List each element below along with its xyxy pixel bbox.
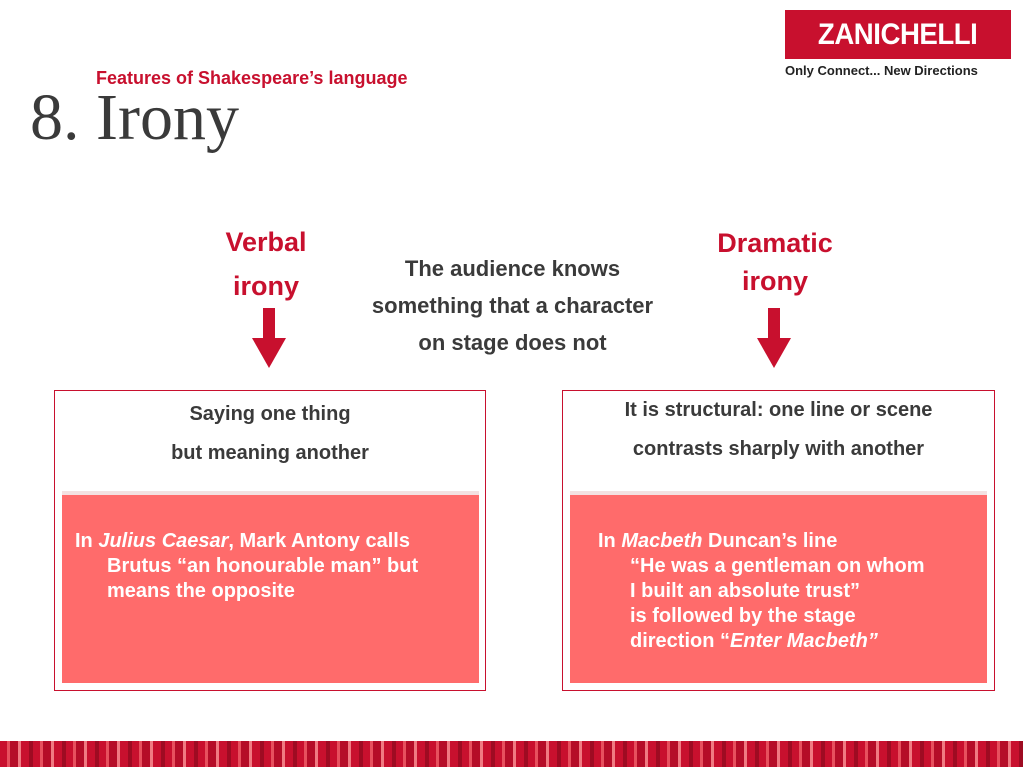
definition-line1: It is structural: one line or scene <box>624 399 933 421</box>
verbal-irony-example <box>62 495 479 604</box>
center-line2: something that a character <box>371 293 654 318</box>
verbal-irony-example-box <box>62 491 479 683</box>
center-line1: The audience knows <box>404 256 621 281</box>
slide-title: 8. Irony <box>30 81 239 154</box>
definition-line2: but meaning another <box>171 442 369 464</box>
example-line1-rest: Duncan’s line <box>702 530 838 552</box>
example-line1 <box>75 529 479 554</box>
logo-tagline: Only Connect... New Directions <box>785 63 978 78</box>
example-line4: is followed by the stage <box>630 605 856 627</box>
example-prefix: In <box>598 530 622 552</box>
logo-text: ZANICHELLI <box>818 17 978 51</box>
example-line5 <box>598 629 987 654</box>
example-line2: “He was a gentleman on whom <box>630 555 925 577</box>
verbal-irony-label-line2: irony <box>232 271 299 301</box>
dramatic-irony-definition <box>563 391 994 469</box>
decorative-bottom-strip <box>0 741 1023 767</box>
down-arrow-icon <box>757 308 791 368</box>
verbal-irony-definition <box>55 391 485 473</box>
example-line2: Brutus “an honourable man” but <box>107 555 419 577</box>
example-work-title: Julius Caesar <box>98 530 229 552</box>
example-line5-prefix: direction “ <box>630 630 731 652</box>
audience-knows-text <box>340 250 685 361</box>
dramatic-irony-label-line1: Dramatic <box>717 228 833 258</box>
example-line1-rest: , Mark Antony calls <box>228 530 410 552</box>
example-line1 <box>598 529 987 554</box>
dramatic-irony-label <box>700 224 850 300</box>
dramatic-irony-label-line2: irony <box>741 266 808 296</box>
example-prefix: In <box>75 530 99 552</box>
center-line3: on stage does not <box>418 330 607 355</box>
example-work-title: Macbeth <box>621 530 703 552</box>
dramatic-irony-example <box>570 495 987 654</box>
dramatic-irony-panel <box>562 390 995 691</box>
zanichelli-logo <box>785 10 1011 59</box>
example-stage-direction: Enter Macbeth” <box>730 630 878 652</box>
definition-line2: contrasts sharply with another <box>632 438 925 460</box>
definition-line1: Saying one thing <box>189 403 351 425</box>
down-arrow-icon <box>252 308 286 368</box>
verbal-irony-label <box>206 220 326 308</box>
verbal-irony-label-line1: Verbal <box>225 227 307 257</box>
dramatic-irony-example-box <box>570 491 987 683</box>
verbal-irony-panel <box>54 390 486 691</box>
example-line3: means the opposite <box>107 580 295 602</box>
slide-subtitle: Features of Shakespeare’s language <box>96 68 408 88</box>
example-line3: I built an absolute trust” <box>630 580 861 602</box>
